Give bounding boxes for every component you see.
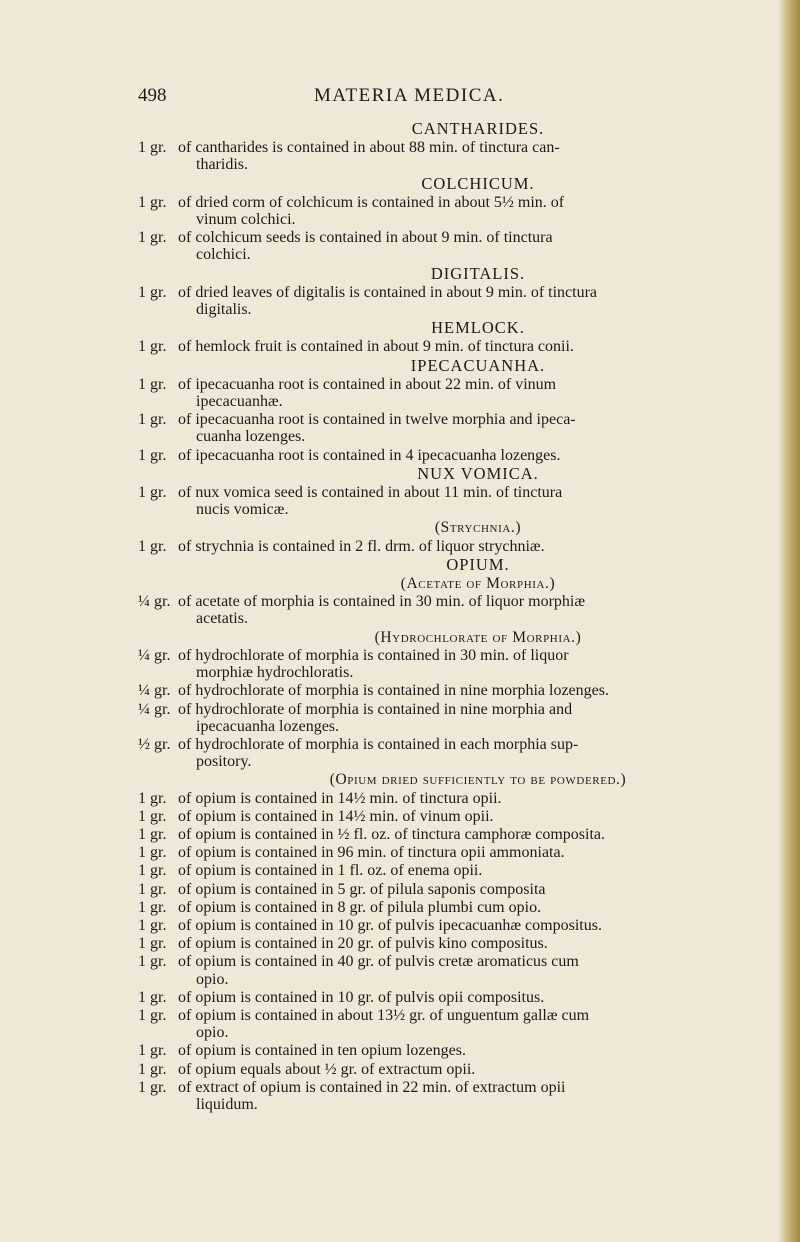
- entry-line: of extract of opium is contained in 22 min. of extractum opii: [178, 1078, 566, 1096]
- dose-amount: 1 gr.: [138, 1060, 167, 1078]
- dose-amount: 1 gr.: [138, 916, 167, 934]
- entry-line: of opium is contained in 40 gr. of pulvis cretæ aromaticus cum: [178, 953, 579, 971]
- dose-entry: [138, 411, 778, 445]
- entry-line: of ipecacuanha root is contained in 4 ipecacuanha lozenges.: [178, 446, 561, 464]
- running-title: MATERIA MEDICA.: [314, 85, 505, 106]
- section-subheading: (Opium dried sufficiently to be powdered.): [329, 771, 627, 789]
- section-subheading: (Hydrochlorate of Morphia.): [374, 628, 582, 646]
- dose-amount: 1 gr.: [138, 844, 167, 862]
- entry-line: of hydrochlorate of morphia is contained in nine morphia lozenges.: [178, 682, 609, 700]
- dose-amount: ¼ gr.: [138, 593, 171, 611]
- section-heading: HEMLOCK.: [431, 318, 525, 338]
- dose-entry: [138, 736, 778, 770]
- dose-entry: [138, 1042, 778, 1059]
- dose-amount: 1 gr.: [138, 139, 167, 157]
- entry-line: pository.: [196, 753, 252, 771]
- entry-line: vinum colchici.: [196, 211, 296, 229]
- entry-line: of colchicum seeds is contained in about 9 min. of tinctura: [178, 229, 553, 247]
- entry-line: of acetate of morphia is contained in 30 min. of liquor morphiæ: [178, 593, 586, 611]
- dose-amount: 1 gr.: [138, 283, 167, 301]
- dose-amount: 1 gr.: [138, 375, 167, 393]
- section-heading: DIGITALIS.: [430, 263, 526, 283]
- dose-entry: [138, 935, 778, 952]
- dose-amount: 1 gr.: [138, 935, 167, 953]
- dose-amount: 1 gr.: [138, 193, 167, 211]
- entry-line: liquidum.: [196, 1095, 258, 1113]
- page-edge: [778, 0, 800, 1242]
- dose-amount: 1 gr.: [138, 484, 167, 502]
- dose-entry: [138, 593, 778, 627]
- dose-entry: [138, 647, 778, 681]
- entry-line: of opium is contained in 20 gr. of pulvis kino compositus.: [178, 935, 548, 953]
- entry-line: of opium is contained in 96 min. of tinctura opii ammoniata.: [178, 844, 565, 862]
- entry-line: of nux vomica seed is contained in about 11 min. of tinctura: [178, 484, 563, 502]
- entry-line: of dried leaves of digitalis is contained in about 9 min. of tinctura: [178, 283, 598, 301]
- dose-entry: [138, 1079, 778, 1113]
- dose-amount: 1 gr.: [138, 988, 167, 1006]
- entry-line: ipecacuanhæ.: [196, 393, 283, 411]
- entry-line: opio.: [196, 1024, 229, 1042]
- dose-amount: 1 gr.: [138, 1006, 167, 1024]
- dose-entry: [138, 338, 778, 355]
- entry-line: of opium is contained in 10 gr. of pulvis opii compositus.: [178, 988, 545, 1006]
- entry-line: of opium equals about ½ gr. of extractum opii.: [178, 1060, 476, 1078]
- dose-entry: [138, 682, 778, 699]
- entry-line: morphiæ hydrochloratis.: [196, 664, 354, 682]
- entry-line: of hydrochlorate of morphia is contained in each morphia sup-: [178, 735, 579, 753]
- dose-entry: [138, 826, 778, 843]
- dose-entry: [138, 701, 778, 735]
- dose-entry: [138, 862, 778, 879]
- dose-amount: 1 gr.: [138, 953, 167, 971]
- entry-line: of opium is contained in ½ fl. oz. of tinctura camphoræ composita.: [178, 825, 606, 843]
- entry-line: colchici.: [196, 246, 251, 264]
- section-heading: COLCHICUM.: [421, 173, 535, 193]
- dose-amount: 1 gr.: [138, 537, 167, 555]
- entry-line: ipecacuanha lozenges.: [196, 717, 340, 735]
- entry-line: cuanha lozenges.: [196, 428, 306, 446]
- dose-amount: ¼ gr.: [138, 700, 171, 718]
- entry-line: of opium is contained in about 13½ gr. of unguentum gallæ cum: [178, 1006, 590, 1024]
- dose-entry: [138, 484, 778, 518]
- dose-entry: [138, 229, 778, 263]
- entry-line: of strychnia is contained in 2 fl. drm. of liquor strychniæ.: [178, 537, 545, 555]
- dose-entry: [138, 899, 778, 916]
- dose-entry: [138, 989, 778, 1006]
- dose-amount: ¼ gr.: [138, 646, 171, 664]
- dose-entry: [138, 1061, 778, 1078]
- entry-line: of hydrochlorate of morphia is contained in 30 min. of liquor: [178, 646, 569, 664]
- entry-line: of opium is contained in 5 gr. of pilula saponis composita: [178, 880, 546, 898]
- entry-line: of ipecacuanha root is contained in about 22 min. of vinum: [178, 375, 557, 393]
- dose-amount: ½ gr.: [138, 735, 171, 753]
- dose-entry: [138, 808, 778, 825]
- entry-line: opio.: [196, 970, 229, 988]
- entry-line: of opium is contained in 14½ min. of tinctura opii.: [178, 789, 502, 807]
- section-heading: NUX VOMICA.: [417, 463, 539, 483]
- entry-line: of hydrochlorate of morphia is contained in nine morphia and: [178, 700, 573, 718]
- dose-amount: 1 gr.: [138, 446, 167, 464]
- dose-amount: 1 gr.: [138, 338, 167, 356]
- dose-entry: [138, 284, 778, 318]
- dose-entry: [138, 376, 778, 410]
- dose-entry: [138, 790, 778, 807]
- dose-amount: 1 gr.: [138, 789, 167, 807]
- dose-entry: [138, 447, 778, 464]
- entry-line: tharidis.: [196, 156, 248, 174]
- page-number: 498: [138, 85, 167, 106]
- entry-line: of ipecacuanha root is contained in twelve morphia and ipeca-: [178, 411, 576, 429]
- entry-line: of opium is contained in ten opium lozenges.: [178, 1042, 466, 1060]
- entry-line: nucis vomicæ.: [196, 501, 289, 519]
- entry-line: of opium is contained in 8 gr. of pilula plumbi cum opio.: [178, 898, 542, 916]
- dose-amount: 1 gr.: [138, 880, 167, 898]
- entry-line: of opium is contained in 10 gr. of pulvis ipecacuanhæ compositus.: [178, 916, 602, 934]
- section-heading: OPIUM.: [446, 554, 510, 574]
- dose-entry: [138, 1007, 778, 1041]
- dose-amount: 1 gr.: [138, 411, 167, 429]
- dose-entry: [138, 881, 778, 898]
- dose-amount: 1 gr.: [138, 807, 167, 825]
- section-heading: IPECACUANHA.: [410, 355, 546, 375]
- entry-line: of cantharides is contained in about 88 min. of tinctura can-: [178, 139, 560, 157]
- dose-amount: 1 gr.: [138, 825, 167, 843]
- page-header: [0, 85, 800, 109]
- entry-line: of opium is contained in 1 fl. oz. of enema opii.: [178, 862, 483, 880]
- entry-line: of dried corm of colchicum is contained in about 5½ min. of: [178, 193, 565, 211]
- dose-entry: [138, 844, 778, 861]
- section-subheading: (Strychnia.): [434, 519, 522, 537]
- dose-entry: [138, 917, 778, 934]
- dose-entry: [138, 194, 778, 228]
- dose-entry: [138, 953, 778, 987]
- dose-amount: 1 gr.: [138, 862, 167, 880]
- dose-amount: ¼ gr.: [138, 682, 171, 700]
- section-heading: CANTHARIDES.: [411, 119, 545, 138]
- entry-line: digitalis.: [196, 301, 252, 319]
- page-body: [138, 120, 778, 1114]
- dose-entry: [138, 538, 778, 555]
- dose-amount: 1 gr.: [138, 229, 167, 247]
- entry-line: of opium is contained in 14½ min. of vinum opii.: [178, 807, 494, 825]
- dose-entry: [138, 139, 778, 173]
- dose-amount: 1 gr.: [138, 1078, 167, 1096]
- dose-amount: 1 gr.: [138, 1042, 167, 1060]
- entry-line: of hemlock fruit is contained in about 9 min. of tinctura conii.: [178, 338, 574, 356]
- dose-amount: 1 gr.: [138, 898, 167, 916]
- section-subheading: (Acetate of Morphia.): [400, 575, 556, 593]
- entry-line: acetatis.: [196, 610, 248, 628]
